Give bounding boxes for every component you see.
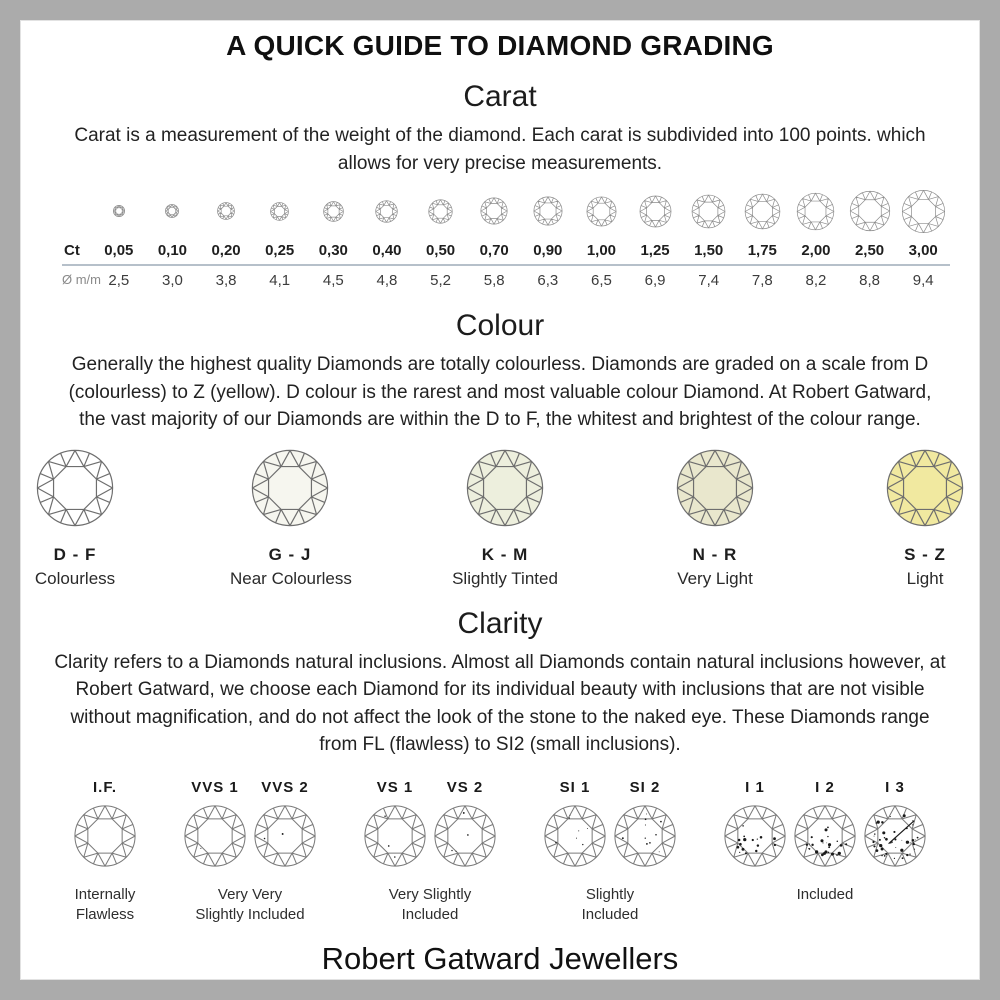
clarity-grade-label: SI 1 <box>559 778 591 796</box>
diameter-value: 6,5 <box>591 272 612 290</box>
diameter-value: 3,0 <box>162 272 183 290</box>
carat-value: 1,75 <box>747 242 777 260</box>
carat-section <box>20 80 980 291</box>
carat-value: 0,25 <box>265 242 295 260</box>
carat-description: Carat is a measurement of the weight of the diamond. Each carat is subdivided into 100 points. which allows for very precise measurements. <box>74 125 926 174</box>
carat-value: 1,50 <box>694 242 724 260</box>
clarity-section <box>20 607 980 926</box>
clarity-description: Clarity refers to a Diamonds natural inclusions. Almost all Diamonds contain natural inclusions however, at Robert Gatward, we choose each Diamond for its individual beauty with inclusions that are not visible without magnification, and do not affect the look of the stone to the naked eye. These Diamonds range from FL (flawless) to SI2 (small inclusions). <box>54 651 946 756</box>
clarity-diamond-icon <box>433 796 497 873</box>
clarity-stone <box>612 779 678 873</box>
carat-table-divider <box>62 264 950 266</box>
clarity-diamond-icon <box>613 796 677 873</box>
carat-diamond-icon <box>92 185 146 237</box>
clarity-diamond-icon <box>863 796 927 873</box>
carat-diamond-icon <box>575 185 629 237</box>
clarity-stone <box>432 779 498 873</box>
clarity-group <box>722 779 928 905</box>
clarity-stones-row <box>542 779 678 873</box>
colour-description: Generally the highest quality Diamonds are totally colourless. Diamonds are graded on a scale from D (colourless) to Z (yellow). D colour is the rarest and most valuable colour Diamond. At Robert Gatward, the vast majority of our Diamonds are within the D to F, the whitest and brightest of the colour range. <box>68 354 932 431</box>
clarity-heading: Clarity <box>457 606 543 640</box>
carat-heading: Carat <box>463 80 537 113</box>
colour-grade-item <box>450 448 560 589</box>
clarity-group-caption: Internally Flawless <box>74 885 136 924</box>
clarity-group-caption: Very Slightly Included <box>388 885 472 924</box>
clarity-stones-row <box>362 779 498 873</box>
clarity-diamond-icon <box>253 796 317 873</box>
clarity-stones-row <box>722 779 928 873</box>
clarity-group <box>542 779 678 926</box>
colour-grade-range: D - F <box>53 544 97 564</box>
clarity-diamond-icon <box>793 796 857 873</box>
carat-diamond-icon <box>736 185 790 237</box>
clarity-grade-label: I 1 <box>745 778 765 796</box>
colour-heading: Colour <box>455 309 545 343</box>
spacer <box>62 185 92 237</box>
clarity-grade-label: I 3 <box>885 778 905 796</box>
carat-diamond-icon <box>521 185 575 237</box>
diameter-row-label: Ø m/m <box>62 272 101 288</box>
carat-diamond-icon <box>146 185 200 237</box>
clarity-grade-label: VVS 1 <box>191 778 239 796</box>
colour-grade-label: Colourless <box>34 568 116 588</box>
carat-value: 0,30 <box>318 242 348 260</box>
clarity-stone <box>72 779 138 873</box>
colour-grade-label: Slightly Tinted <box>452 568 558 588</box>
clarity-group <box>72 779 138 926</box>
carat-diamond-icon <box>628 185 682 237</box>
clarity-stone <box>862 779 928 873</box>
clarity-stone <box>362 779 428 873</box>
carat-diamond-icon <box>414 185 468 237</box>
clarity-grade-label: VS 1 <box>376 778 414 796</box>
colour-grade-item <box>870 448 980 589</box>
clarity-grade-label: SI 2 <box>629 778 661 796</box>
colour-grade-label: Light <box>906 568 944 588</box>
diameter-value: 5,2 <box>430 272 451 290</box>
brand-footer: Robert Gatward Jewellers <box>321 941 679 977</box>
clarity-group <box>182 779 318 926</box>
colour-grade-item <box>20 448 130 589</box>
colour-grade-range: S - Z <box>904 544 946 564</box>
clarity-stone <box>722 779 788 873</box>
carat-row-label: Ct <box>64 241 80 259</box>
carat-diamond-icon <box>467 185 521 237</box>
colour-grade-item <box>230 448 350 589</box>
carat-value: 0,40 <box>372 242 402 260</box>
colour-grade-label: Near Colourless <box>230 568 352 588</box>
colour-diamond-icon <box>250 515 330 532</box>
colour-diamond-icon <box>465 515 545 532</box>
diameter-value: 6,3 <box>537 272 559 290</box>
carat-value: 0,50 <box>425 242 456 260</box>
diameter-value: 5,8 <box>483 272 505 290</box>
colour-grade-range: N - R <box>692 544 738 564</box>
clarity-diamond-icon <box>183 796 247 873</box>
diameter-value: 8,2 <box>805 272 827 290</box>
carat-value: 2,50 <box>854 242 885 260</box>
diameter-value: 2,5 <box>108 272 130 290</box>
carat-diamond-icon <box>307 185 361 237</box>
clarity-stone <box>252 779 318 873</box>
diameter-value: 8,8 <box>859 272 880 290</box>
carat-value: 3,00 <box>908 242 938 260</box>
diameter-value: 3,8 <box>215 272 237 290</box>
carat-value: 0,05 <box>104 242 134 260</box>
colour-grades-row <box>20 448 980 589</box>
diameter-value: 7,4 <box>698 272 720 290</box>
carat-diamond-icon <box>896 185 950 237</box>
colour-grade-item <box>660 448 770 589</box>
clarity-grade-label: I.F. <box>92 778 117 796</box>
carat-diamond-icon <box>253 185 307 237</box>
carat-diamond-icon <box>789 185 843 237</box>
colour-grade-label: Very Light <box>677 568 753 588</box>
clarity-group-caption: Included <box>796 885 854 903</box>
clarity-diamond-icon <box>73 796 137 873</box>
colour-grade-range: K - M <box>481 544 529 564</box>
diameter-value: 9,4 <box>912 272 934 290</box>
diameter-value: 4,1 <box>269 272 291 290</box>
clarity-grade-label: VS 2 <box>446 778 484 796</box>
carat-diamond-icon <box>843 185 897 237</box>
clarity-group <box>362 779 498 926</box>
clarity-stones-row <box>72 779 138 873</box>
carat-value: 0,20 <box>211 242 241 260</box>
carat-diamond-icon <box>682 185 736 237</box>
colour-section <box>20 309 980 589</box>
colour-diamond-icon <box>35 515 115 532</box>
carat-value: 0,10 <box>157 242 188 260</box>
clarity-stones-row <box>182 779 318 873</box>
diameter-value: 4,8 <box>376 272 398 290</box>
carat-value: 0,90 <box>533 242 563 260</box>
clarity-grade-label: VVS 2 <box>261 778 309 796</box>
diameter-value: 6,9 <box>644 272 666 290</box>
clarity-stone <box>542 779 608 873</box>
clarity-group-caption: Very Very Slightly Included <box>195 885 305 924</box>
carat-value: 2,00 <box>801 242 831 260</box>
colour-grade-range: G - J <box>268 544 312 564</box>
carat-diamond-icon <box>199 185 253 237</box>
clarity-stone <box>182 779 248 873</box>
carat-value: 0,70 <box>479 242 509 260</box>
clarity-stone <box>792 779 858 873</box>
diameter-value: 4,5 <box>322 272 344 290</box>
clarity-grade-label: I 2 <box>815 778 835 796</box>
page-title: A QUICK GUIDE TO DIAMOND GRADING <box>226 30 774 61</box>
carat-size-chart <box>62 185 950 291</box>
clarity-diamond-icon <box>543 796 607 873</box>
colour-diamond-icon <box>675 515 755 532</box>
clarity-group-caption: Slightly Included <box>581 885 639 924</box>
carat-diamond-icon <box>360 185 414 237</box>
colour-diamond-icon <box>885 515 965 532</box>
clarity-diamond-icon <box>723 796 787 873</box>
content-panel <box>20 20 980 980</box>
carat-value: 1,00 <box>586 242 617 260</box>
clarity-groups-row <box>20 779 980 926</box>
carat-value: 1,25 <box>640 242 670 260</box>
diameter-value: 7,8 <box>751 272 773 290</box>
clarity-diamond-icon <box>363 796 427 873</box>
